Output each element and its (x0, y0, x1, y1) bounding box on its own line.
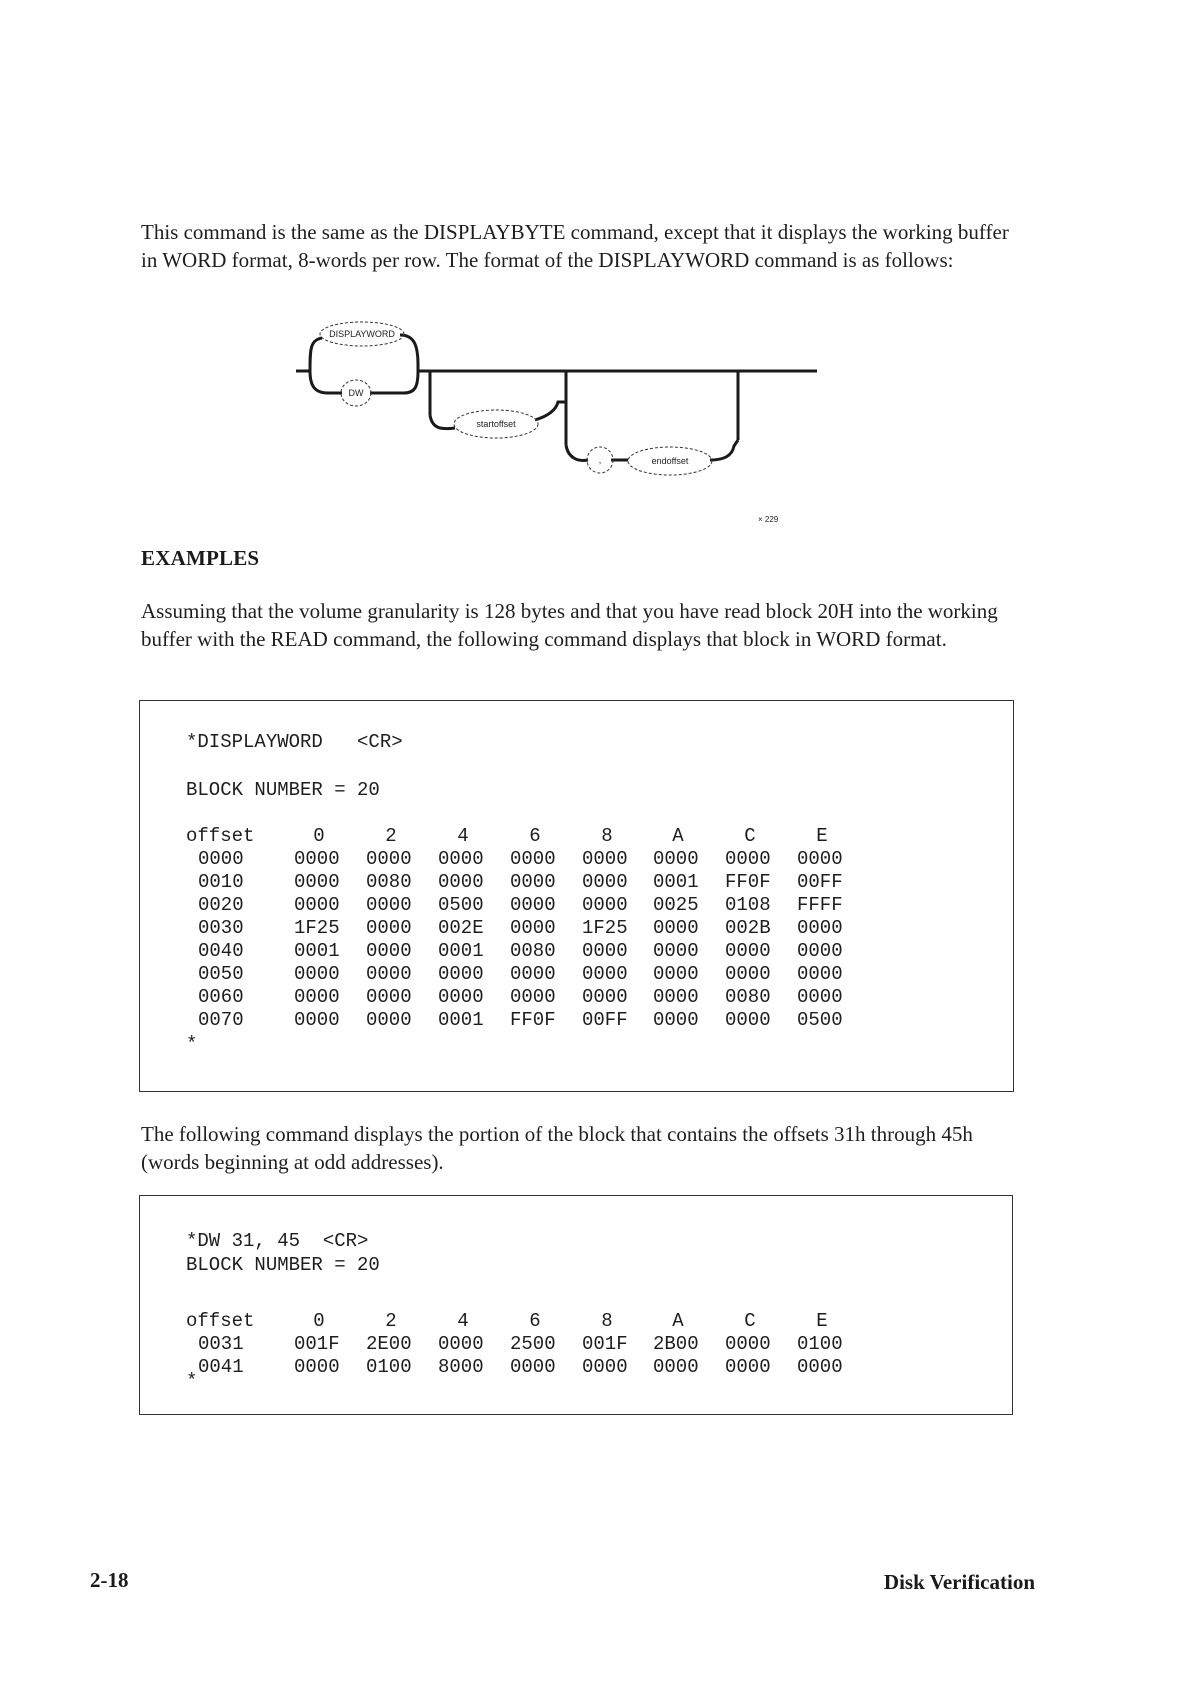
column-header: E (816, 825, 828, 847)
word-value: 0025 (653, 894, 699, 916)
word-value: 0000 (294, 1009, 340, 1031)
examples-heading: EXAMPLES (141, 546, 260, 570)
column-header: 6 (529, 1310, 541, 1332)
page-number: 2-18 (90, 1568, 129, 1592)
word-value: 0000 (366, 1009, 412, 1031)
figure-number: × 229 (758, 515, 779, 524)
word-value: 0000 (582, 963, 628, 985)
example-2-console (139, 1195, 1013, 1415)
word-value: 0001 (653, 871, 699, 893)
example-1-command: *DISPLAYWORD <CR> (186, 731, 403, 753)
word-value: 0000 (510, 871, 556, 893)
word-value: 0000 (294, 871, 340, 893)
row-offset: 0050 (198, 963, 244, 985)
word-value: 0000 (366, 986, 412, 1008)
word-value: 0000 (366, 894, 412, 916)
word-value: 2500 (510, 1333, 556, 1355)
word-value: 1F25 (294, 917, 340, 939)
word-value: 0500 (438, 894, 484, 916)
section-title: Disk Verification (883, 1570, 1035, 1594)
column-header: C (744, 1310, 756, 1332)
word-value: 0000 (294, 986, 340, 1008)
word-value: 0000 (582, 848, 628, 870)
column-header: 8 (601, 1310, 613, 1332)
following-paragraph: The following command displays the portion of the block that contains the offsets 31h through 45h (words beginning at odd addresses). (141, 1122, 973, 1174)
word-value: 001F (582, 1333, 628, 1355)
word-value: 0000 (366, 963, 412, 985)
word-value: 8000 (438, 1356, 484, 1378)
offset-column-header: offset (186, 1310, 255, 1332)
word-value: 0000 (653, 1009, 699, 1031)
word-value: FFFF (797, 894, 843, 916)
example-1-prompt: * (186, 1033, 198, 1055)
word-value: 0080 (725, 986, 771, 1008)
word-value: 0000 (366, 917, 412, 939)
word-value: 0000 (653, 986, 699, 1008)
endoffset-parameter: endoffset (651, 456, 689, 466)
row-offset: 0030 (198, 917, 244, 939)
word-value: 0000 (653, 963, 699, 985)
word-value: 0000 (653, 940, 699, 962)
row-offset: 0070 (198, 1009, 244, 1031)
word-value: 0000 (797, 986, 843, 1008)
row-offset: 0010 (198, 871, 244, 893)
word-value: 0000 (510, 1356, 556, 1378)
syntax-diagram (280, 320, 840, 535)
word-value: 0000 (725, 1356, 771, 1378)
word-value: 0080 (366, 871, 412, 893)
word-value: 2B00 (653, 1333, 699, 1355)
word-value: 0100 (797, 1333, 843, 1355)
word-value: 0000 (510, 917, 556, 939)
word-value: 0108 (725, 894, 771, 916)
row-offset: 0041 (198, 1356, 244, 1378)
word-value: FF0F (510, 1009, 556, 1031)
column-header: 2 (385, 1310, 397, 1332)
word-value: 0001 (438, 1009, 484, 1031)
column-header: 4 (457, 1310, 469, 1332)
word-value: 0000 (725, 963, 771, 985)
word-value: 0000 (510, 848, 556, 870)
word-value: 0000 (582, 871, 628, 893)
column-header: 8 (601, 825, 613, 847)
column-header: 4 (457, 825, 469, 847)
word-value: 1F25 (582, 917, 628, 939)
row-offset: 0031 (198, 1333, 244, 1355)
offset-column-header: offset (186, 825, 255, 847)
word-value: 0000 (510, 963, 556, 985)
word-value: 0100 (366, 1356, 412, 1378)
word-value: 0000 (725, 1333, 771, 1355)
word-value: 0000 (582, 1356, 628, 1378)
word-value: 0000 (653, 917, 699, 939)
word-value: 0000 (582, 940, 628, 962)
word-value: 0000 (366, 848, 412, 870)
word-value: 0000 (438, 871, 484, 893)
word-value: 002E (438, 917, 484, 939)
word-value: 0000 (438, 1333, 484, 1355)
word-value: 0080 (510, 940, 556, 962)
word-value: 0000 (294, 963, 340, 985)
example-2-block-number: BLOCK NUMBER = 20 (186, 1254, 380, 1276)
word-value: 2E00 (366, 1333, 412, 1355)
word-value: 0000 (797, 963, 843, 985)
word-value: 0000 (294, 894, 340, 916)
word-value: 0000 (797, 917, 843, 939)
word-value: 00FF (797, 871, 843, 893)
word-value: 0000 (797, 1356, 843, 1378)
column-header: C (744, 825, 756, 847)
word-value: 0000 (653, 848, 699, 870)
word-value: 0000 (510, 986, 556, 1008)
displayword-keyword: DISPLAYWORD (329, 329, 395, 339)
example-1-console (139, 700, 1014, 1092)
word-value: 00FF (582, 1009, 628, 1031)
intro-paragraph: This command is the same as the DISPLAYBYTE command, except that it displays the working buffer in WORD format, 8-words per row. The format of the DISPLAYWORD command is as follows: (141, 220, 1009, 272)
example-1-block-number: BLOCK NUMBER = 20 (186, 779, 380, 801)
word-value: 0000 (653, 1356, 699, 1378)
word-value: 0000 (294, 848, 340, 870)
word-value: 0000 (582, 894, 628, 916)
row-offset: 0060 (198, 986, 244, 1008)
assumption-paragraph: Assuming that the volume granularity is 128 bytes and that you have read block 20H into the working buffer with the READ command, the following command displays that block in WORD format. (141, 599, 998, 651)
column-header: 0 (313, 1310, 325, 1332)
word-value: 0000 (510, 894, 556, 916)
word-value: 0000 (438, 986, 484, 1008)
startoffset-parameter: startoffset (476, 419, 516, 429)
word-value: 001F (294, 1333, 340, 1355)
example-2-command: *DW 31, 45 <CR> (186, 1230, 369, 1252)
column-header: 0 (313, 825, 325, 847)
word-value: 0001 (294, 940, 340, 962)
word-value: 0000 (725, 940, 771, 962)
comma-separator: , (598, 455, 602, 465)
word-value: 0000 (438, 963, 484, 985)
word-value: 0000 (797, 940, 843, 962)
word-value: 0000 (366, 940, 412, 962)
dw-keyword: DW (348, 388, 364, 398)
word-value: 0500 (797, 1009, 843, 1031)
word-value: 0001 (438, 940, 484, 962)
word-value: 0000 (582, 986, 628, 1008)
word-value: 0000 (725, 848, 771, 870)
row-offset: 0020 (198, 894, 244, 916)
word-value: 0000 (797, 848, 843, 870)
row-offset: 0040 (198, 940, 244, 962)
column-header: A (672, 825, 684, 847)
example-2-prompt: * (186, 1370, 198, 1392)
row-offset: 0000 (198, 848, 244, 870)
word-value: 0000 (725, 1009, 771, 1031)
column-header: 6 (529, 825, 541, 847)
column-header: E (816, 1310, 828, 1332)
column-header: 2 (385, 825, 397, 847)
word-value: 0000 (438, 848, 484, 870)
word-value: FF0F (725, 871, 771, 893)
word-value: 002B (725, 917, 771, 939)
word-value: 0000 (294, 1356, 340, 1378)
column-header: A (672, 1310, 684, 1332)
